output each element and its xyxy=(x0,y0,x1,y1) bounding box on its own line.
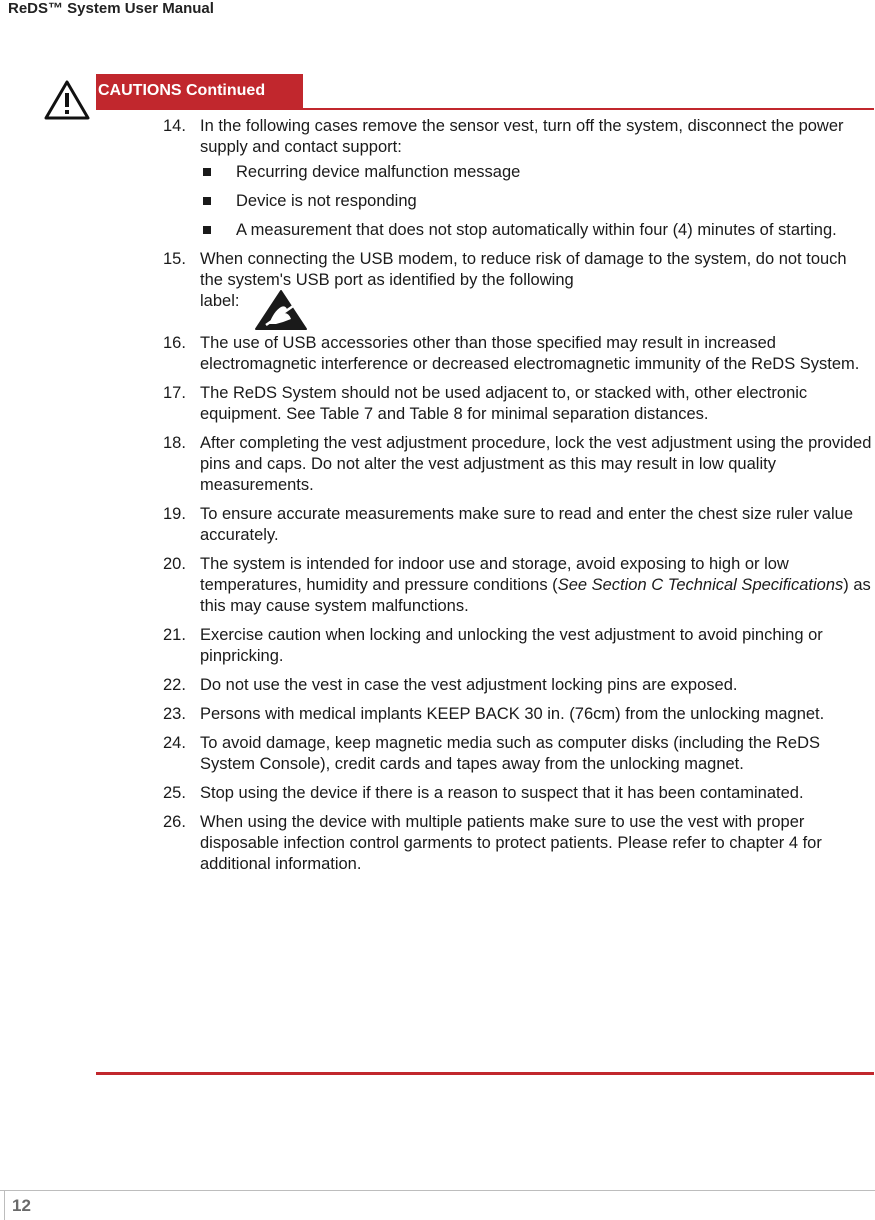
list-item xyxy=(160,704,872,725)
cautions-section-tab: CAUTIONS Continued xyxy=(96,74,303,108)
item-text: After completing the vest adjustment procedure, lock the vest adjustment using the provided pins and caps. Do not alter the vest adjustment as this may result in low quality measurements. xyxy=(200,434,872,494)
list-item xyxy=(160,554,872,617)
page-number: 12 xyxy=(12,1196,31,1215)
square-bullet-icon xyxy=(203,197,211,205)
sub-list-item: Device is not responding xyxy=(200,191,872,212)
item-text: The ReDS System should not be used adjacent to, or stacked with, other electronic equipment. See Table 7 and Table 8 for minimal separation distances. xyxy=(200,384,808,423)
list-item xyxy=(160,675,872,696)
item-text: The system is intended for indoor use and storage, avoid exposing to high or low temperatures, humidity and pressure conditions (See Section C Technical Specifications) as this may cause system malfunctions. xyxy=(200,555,871,615)
label-text: label: xyxy=(200,292,240,310)
item-number: 17. xyxy=(163,384,186,402)
item-text: When connecting the USB modem, to reduce risk of damage to the system, do not touch the system's USB port as identified by the following xyxy=(200,250,847,289)
list-item xyxy=(160,783,872,804)
running-header: ReDS™ System User Manual xyxy=(8,0,214,17)
item-number: 20. xyxy=(163,555,186,573)
caution-list xyxy=(160,116,872,883)
item-number: 25. xyxy=(163,784,186,802)
item-text: Stop using the device if there is a reason to suspect that it has been contaminated. xyxy=(200,784,804,802)
list-item xyxy=(160,733,872,775)
footer-tick xyxy=(4,1190,5,1220)
item-number: 15. xyxy=(163,250,186,268)
item-text: Do not use the vest in case the vest adjustment locking pins are exposed. xyxy=(200,676,738,694)
item-number: 19. xyxy=(163,505,186,523)
list-item xyxy=(160,625,872,667)
list-item xyxy=(160,812,872,875)
section-divider-bottom xyxy=(96,1072,874,1075)
square-bullet-icon xyxy=(203,168,211,176)
list-item xyxy=(160,249,872,325)
footer-rule xyxy=(0,1190,875,1191)
list-item xyxy=(160,433,872,496)
warning-triangle-icon xyxy=(44,80,90,120)
item-number: 18. xyxy=(163,434,186,452)
list-item xyxy=(160,383,872,425)
item-number: 23. xyxy=(163,705,186,723)
sub-list-item: A measurement that does not stop automatically within four (4) minutes of starting. xyxy=(200,220,872,241)
item-number: 16. xyxy=(163,334,186,352)
item-text: To ensure accurate measurements make sure to read and enter the chest size ruler value accurately. xyxy=(200,505,854,544)
item-number: 26. xyxy=(163,813,186,831)
sub-list-item: Recurring device malfunction message xyxy=(200,162,872,183)
square-bullet-icon xyxy=(203,226,211,234)
item-text: Exercise caution when locking and unlocking the vest adjustment to avoid pinching or pinpricking. xyxy=(200,626,823,665)
item-number: 22. xyxy=(163,676,186,694)
item-number: 24. xyxy=(163,734,186,752)
item-number: 14. xyxy=(163,117,186,135)
item-number: 21. xyxy=(163,626,186,644)
item-text: The use of USB accessories other than those specified may result in increased electromagnetic interference or decreased electromagnetic immunity of the ReDS System. xyxy=(200,334,860,373)
item-text: In the following cases remove the sensor vest, turn off the system, disconnect the power supply and contact support: xyxy=(200,117,844,156)
label-line xyxy=(200,291,872,325)
item-text: When using the device with multiple patients make sure to use the vest with proper disposable infection control garments to protect patients. Please refer to chapter 4 for additional information. xyxy=(200,813,822,873)
esd-warning-icon xyxy=(254,289,308,331)
item-text: Persons with medical implants KEEP BACK 30 in. (76cm) from the unlocking magnet. xyxy=(200,705,825,723)
list-item xyxy=(160,504,872,546)
item-text: To avoid damage, keep magnetic media such as computer disks (including the ReDS System Console), credit cards and tapes away from the unlocking magnet. xyxy=(200,734,820,773)
section-divider-top xyxy=(96,108,874,110)
list-item xyxy=(160,116,872,241)
sub-list xyxy=(200,162,872,241)
list-item xyxy=(160,333,872,375)
section-reference: See Section C Technical Specifications xyxy=(557,576,844,594)
